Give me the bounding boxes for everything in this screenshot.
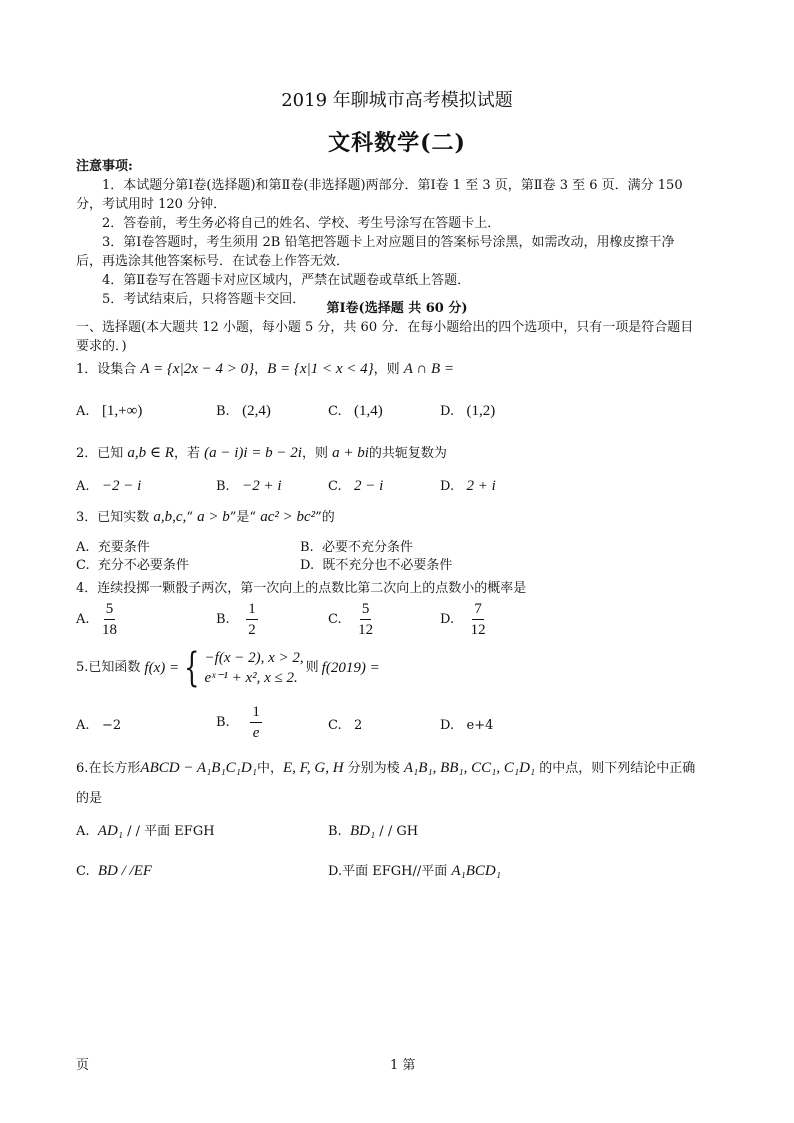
q5-case-1: −f(x − 2), x > 2, bbox=[204, 650, 304, 666]
question-1-stem bbox=[76, 360, 454, 379]
q6-option-b: B. BD₁ / / GH bbox=[328, 823, 419, 839]
notice-item-2: 2．答卷前，考生务必将自己的姓名、学校、考生号涂写在答题卡上． bbox=[102, 216, 501, 231]
q2-option-b: B. −2 + i bbox=[216, 478, 282, 494]
q6-option-a: A. AD₁ / / 平面 EFGH bbox=[76, 823, 215, 839]
question-4-stem: 4．连续投掷一颗骰子两次，第一次向上的点数比第二次向上的点数小的概率是 bbox=[76, 581, 527, 596]
q2-option-d: D. 2 + i bbox=[440, 478, 496, 494]
question-2-stem: 2．已知 a,b ∈ R，若 (a − i)i = b − 2i，则 a + bi的共轭复数为 bbox=[76, 445, 447, 461]
question-6-stem-line-2: 的是 bbox=[76, 791, 103, 806]
q5-cases bbox=[205, 648, 304, 688]
notice-item-3-line-2: 后，再选涂其他答案标号．在试卷上作答无效． bbox=[76, 254, 350, 269]
question-6-stem-line-1: 6.在长方形ABCD − A₁B₁C₁D₁中，E, F, G, H 分别为棱 A₁B₁, BB₁, CC₁, C₁D₁ 的中点，则下列结论中正确 bbox=[76, 760, 696, 776]
q4-option-a: A. $\frac{5}{18}$ bbox=[76, 601, 117, 638]
exam-subtitle: 文科数学(二) bbox=[328, 130, 466, 156]
q2-option-a: A. −2 − i bbox=[76, 478, 142, 494]
q1-option-b: B. (2,4) bbox=[216, 403, 271, 419]
q1-mid: ，则 bbox=[373, 362, 400, 377]
q5-option-d: D. e+4 bbox=[440, 718, 494, 733]
q3-option-a: A. 充要条件 bbox=[76, 540, 150, 555]
q4-option-d: D. $\frac{7}{12}$ bbox=[440, 601, 486, 638]
q3-option-c: C. 充分不必要条件 bbox=[76, 558, 189, 573]
q5-option-c: C. 2 bbox=[328, 718, 363, 733]
q1-set-b: B = {x|1 < x < 4} bbox=[267, 361, 374, 377]
section-intro-line-1: 一、选择题(本大题共 12 小题，每小题 5 分，共 60 分．在每小题给出的四个选项中，只有一项是符合题目 bbox=[76, 320, 694, 335]
q1-set-a: A = {x|2x − 4 > 0} bbox=[140, 361, 255, 377]
notice-item-1-line-2: 分，考试用时 120 分钟． bbox=[76, 197, 227, 212]
q6-option-c: C. BD / /EF bbox=[76, 863, 153, 879]
q1-option-c: C. (1,4) bbox=[328, 403, 383, 419]
q1-expr: A ∩ B = bbox=[403, 361, 455, 377]
q2-option-c: C. 2 − i bbox=[328, 478, 384, 494]
footer-left: 页 bbox=[76, 1058, 90, 1073]
q1-option-a: A. [1,+∞) bbox=[76, 403, 143, 419]
q6-option-d: D.平面 EFGH//平面 A₁BCD₁ bbox=[328, 863, 501, 879]
q1-prefix: 1．设集合 bbox=[76, 362, 137, 377]
question-5-stem: 5.已知函数 f(x) = { −f(x − 2), x > 2, eˣ⁻¹ + x², x ≤ 2. 则 f(2019) = bbox=[76, 645, 380, 691]
section-heading: 第Ⅰ卷(选择题 共 60 分) bbox=[326, 301, 468, 316]
exam-title: 2019 年聊城市高考模拟试题 bbox=[281, 90, 513, 111]
q5-option-a: A. −2 bbox=[76, 718, 122, 733]
q1-sep: ， bbox=[254, 362, 268, 377]
notice-item-4: 4．第Ⅱ卷写在答题卡对应区域内，严禁在试题卷或草纸上答题． bbox=[102, 273, 471, 288]
notice-heading: 注意事项: bbox=[76, 159, 133, 174]
section-intro-line-2: 要求的．) bbox=[76, 339, 127, 354]
footer-page-number: 1 第 bbox=[390, 1058, 416, 1073]
notice-item-1-line-1: 1．本试题分第Ⅰ卷(选择题)和第Ⅱ卷(非选择题)两部分．第Ⅰ卷 1 至 3 页，第Ⅱ卷 3 至 6 页．满分 150 bbox=[102, 178, 683, 193]
q5-case-2: eˣ⁻¹ + x², x ≤ 2. bbox=[204, 670, 298, 686]
q3-option-b: B. 必要不充分条件 bbox=[300, 540, 413, 555]
q5-brace: { bbox=[184, 645, 200, 691]
question-3-stem: 3．已知实数 a,b,c,“ a > b”是“ ac² > bc²”的 bbox=[76, 509, 335, 525]
notice-item-5: 5．考试结束后，只将答题卡交回． bbox=[102, 292, 306, 307]
q5-option-b: B. $\frac{1}{e}$ bbox=[216, 704, 260, 741]
q4-option-b: B. $\frac{1}{2}$ bbox=[216, 601, 256, 638]
q3-option-d: D. 既不充分也不必要条件 bbox=[300, 558, 453, 573]
q1-option-d: D. (1,2) bbox=[440, 403, 496, 419]
q4-option-c: C. $\frac{5}{12}$ bbox=[328, 601, 374, 638]
notice-item-3-line-1: 3．第Ⅰ卷答题时，考生须用 2B 铅笔把答题卡上对应题目的答案标号涂黑，如需改动，用橡皮擦干净 bbox=[102, 235, 675, 250]
